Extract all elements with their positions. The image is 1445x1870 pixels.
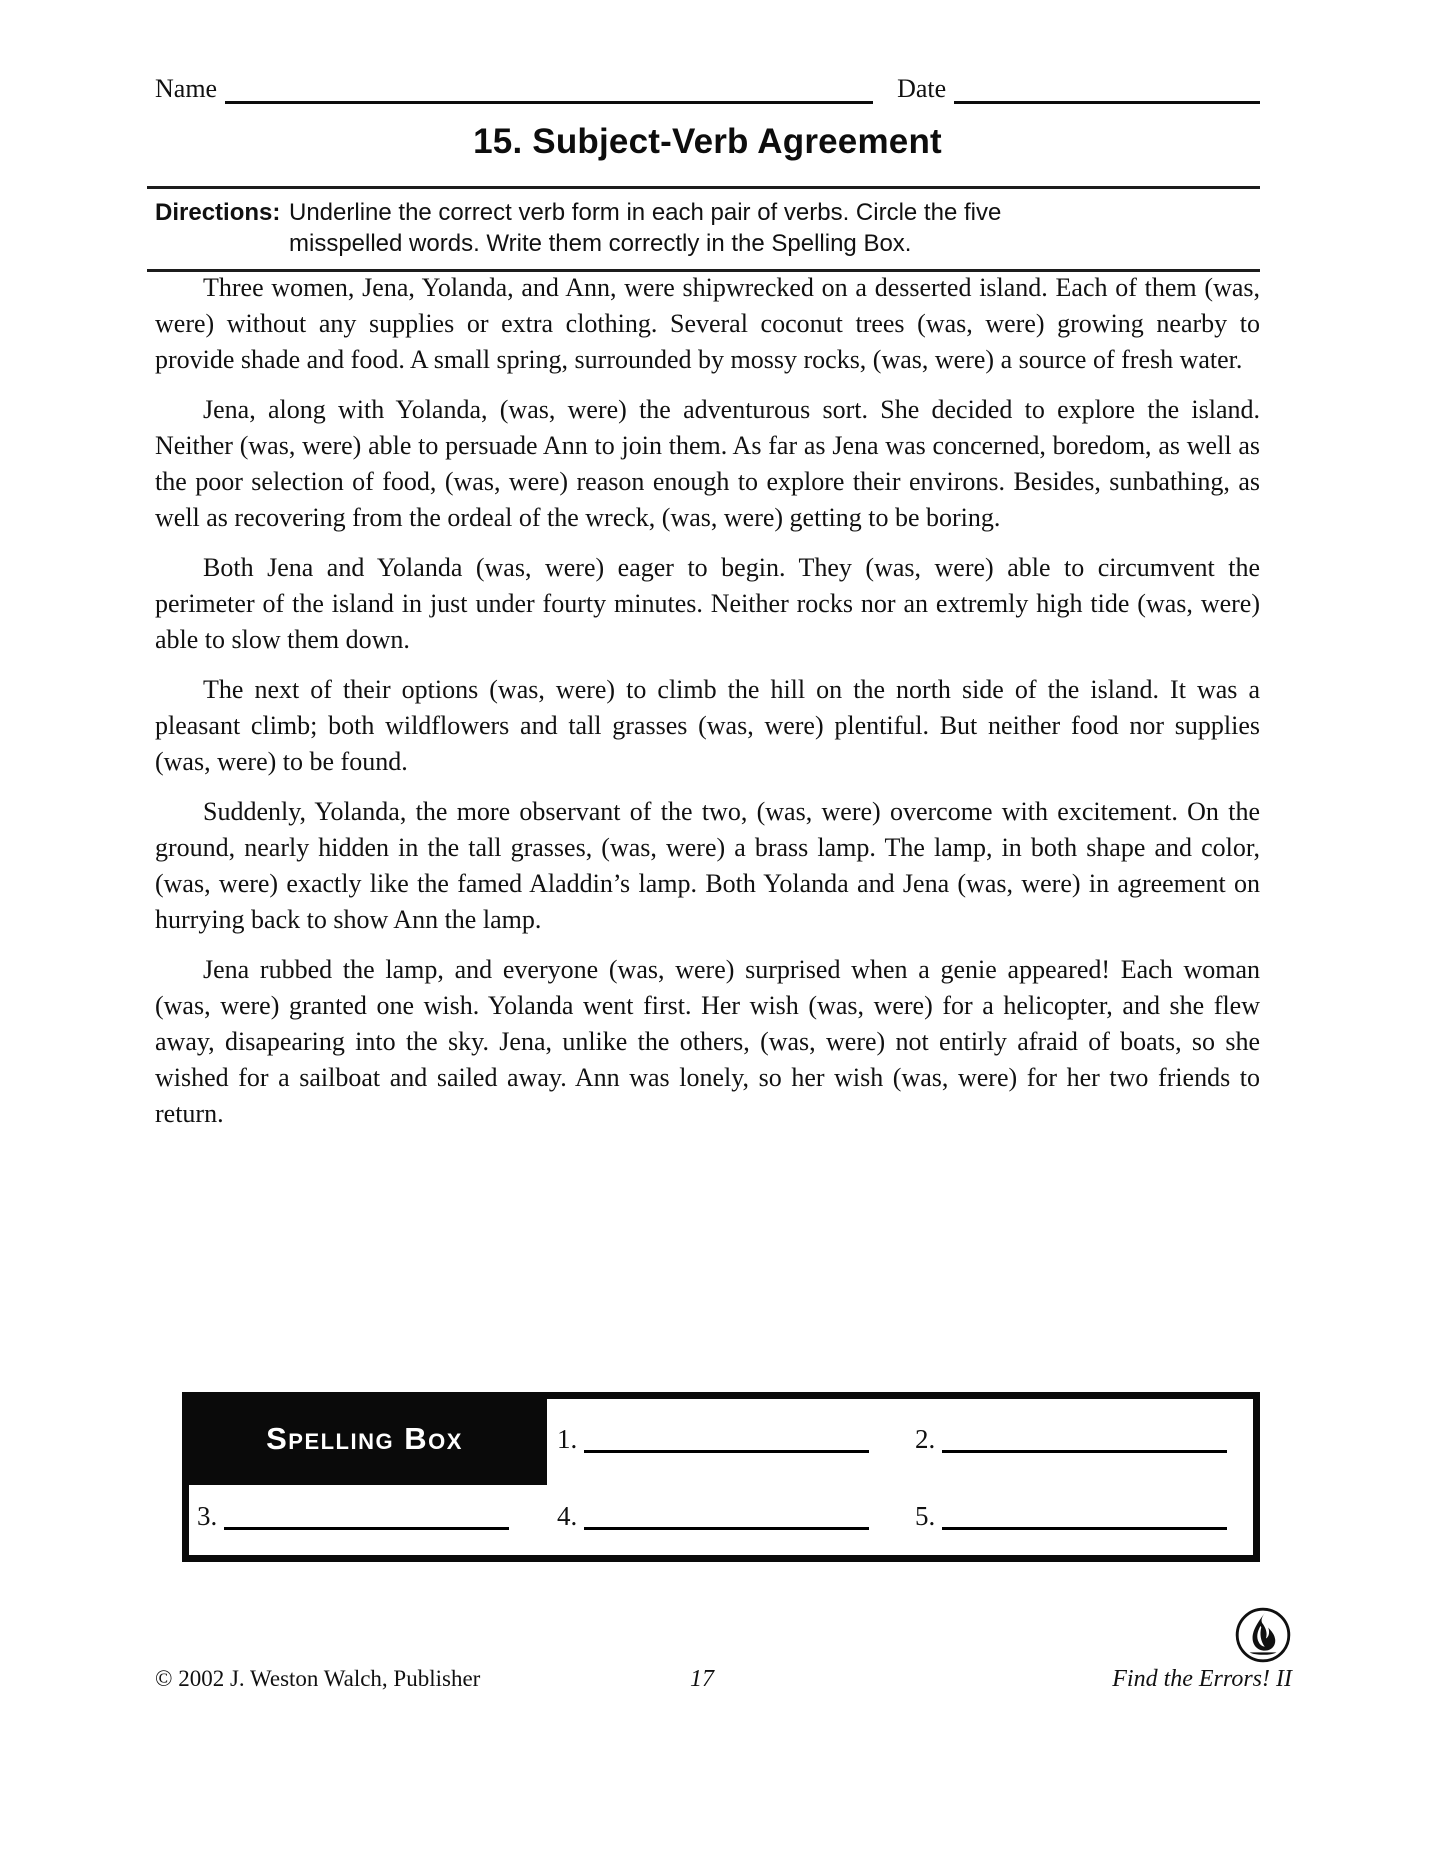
answer-blank-line[interactable] [942,1500,1227,1530]
spelling-blank [915,1500,1227,1532]
directions-box [147,186,1260,272]
answer-blank-line[interactable] [224,1500,509,1530]
spelling-blank [557,1423,869,1455]
spelling-box [182,1392,1260,1562]
copyright-text: © 2002 J. Weston Walch, Publisher [155,1666,481,1691]
spelling-blank [557,1500,869,1532]
page-title: 15. Subject-Verb Agreement [473,122,942,161]
answer-blank-line[interactable] [584,1500,869,1530]
passage-paragraph: Jena, along with Yolanda, (was, were) the adventurous sort. She decided to explore the island. Neither (was, were) able to persuade Ann to join them. As far as Jena was concerned, boredom, as well as the poor selection of food, (was, were) reason enough to explore their environs. Besides, sunbathing, as well as recovering from the ordeal of the wreck, (was, were) getting to be boring. [155,395,1260,532]
blank-number: 5. [915,1501,936,1531]
blank-number: 3. [197,1501,218,1531]
page-number: 17 [690,1666,714,1692]
passage-paragraph: Jena rubbed the lamp, and everyone (was, were) surprised when a genie appeared! Each woman (was, were) granted one wish. Yolanda went first. Her wish (was, were) for a helicopter, and she flew away, disapearing into the sky. Jena, unlike the others, (was, were) not entirly afraid of boats, so she wished for a sailboat and sailed away. Ann was lonely, so her wish (was, were) for her two friends to return. [155,955,1260,1128]
date-label: Date [897,74,947,103]
blank-number: 4. [557,1501,578,1531]
spelling-blank [197,1500,509,1532]
book-title: Find the Errors! II [1112,1666,1292,1692]
blank-number: 2. [915,1424,936,1454]
directions-label: Directions: [155,199,281,226]
blank-number: 1. [557,1424,578,1454]
name-blank-line[interactable] [225,70,873,104]
spelling-box-label: Spelling Box [182,1392,547,1485]
passage-paragraph: Suddenly, Yolanda, the more observant of the two, (was, were) overcome with excitement. On the ground, nearly hidden in the tall grasses, (was, were) a brass lamp. The lamp, in both shape and color, (was, were) exactly like the famed Aladdin’s lamp. Both Yolanda and Jena (was, were) in agreement on hurrying back to show Ann the lamp. [155,797,1260,934]
passage [155,270,1260,1146]
passage-paragraph: Three women, Jena, Yolanda, and Ann, were shipwrecked on a desserted island. Each of them (was, were) without any supplies or extra clothing. Several coconut trees (was, were) growing nearby to provide shade and food. A small spring, surrounded by mossy rocks, (was, were) a source of fresh water. [155,273,1260,374]
passage-paragraph: The next of their options (was, were) to climb the hill on the north side of the island. It was a pleasant climb; both wildflowers and tall grasses (was, were) plentiful. But neither food nor supplies (was, were) to be found. [155,675,1260,776]
date-blank-line[interactable] [954,70,1260,104]
spelling-blank [915,1423,1227,1455]
flame-logo-icon [1234,1606,1292,1664]
passage-paragraph: Both Jena and Yolanda (was, were) eager to begin. They (was, were) able to circumvent the perimeter of the island in just under fourty minutes. Neither rocks nor an extremly high tide (was, were) able to slow them down. [155,553,1260,654]
name-label: Name [155,74,218,103]
answer-blank-line[interactable] [942,1423,1227,1453]
name-date-row [155,70,1265,104]
answer-blank-line[interactable] [584,1423,869,1453]
directions-text: Underline the correct verb form in each pair of verbs. Circle the five misspelled words. Write them correctly in the Spelling Box. [289,199,1002,257]
